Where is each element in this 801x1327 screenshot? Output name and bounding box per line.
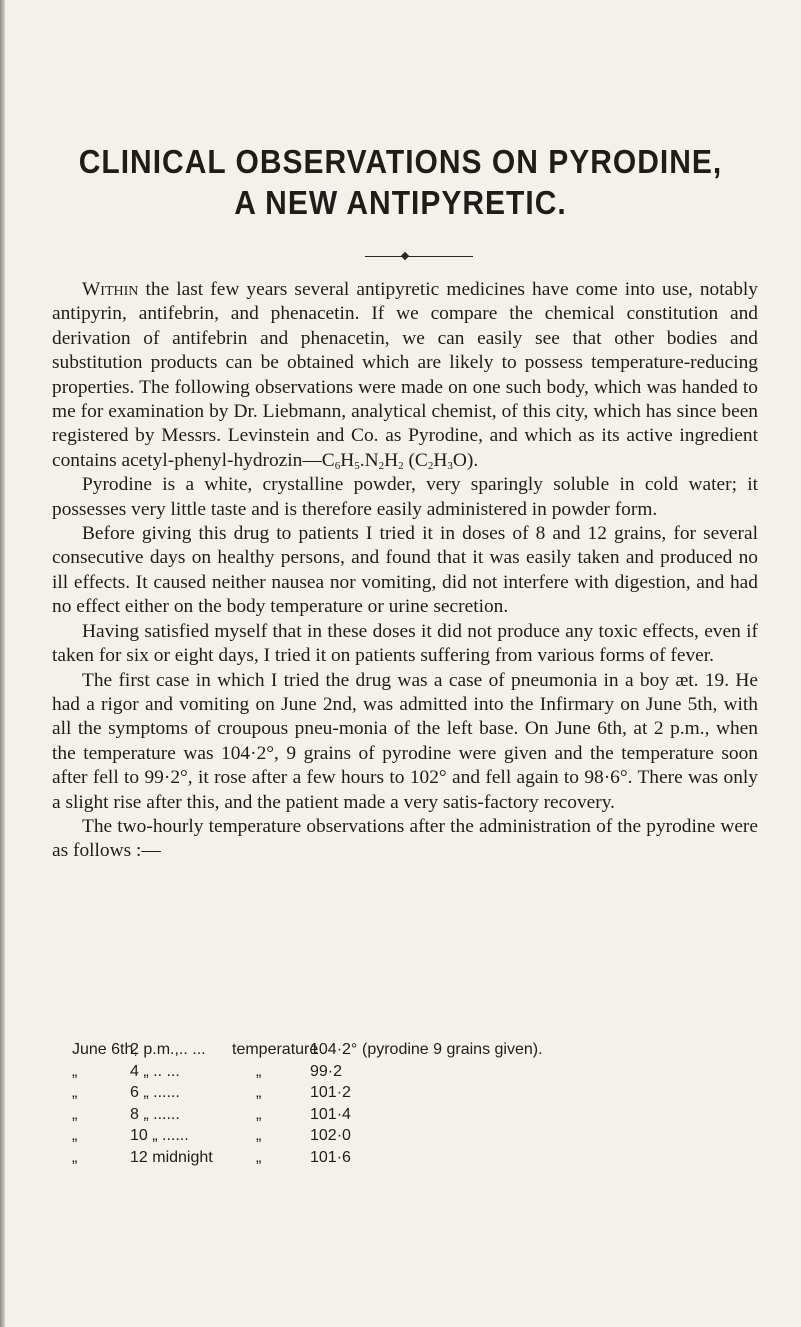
row-label: temperature	[232, 1041, 319, 1058]
table-row	[72, 1063, 772, 1085]
row-note: (pyrodine 9 grains given).	[362, 1041, 543, 1058]
table-row	[72, 1149, 772, 1171]
row-time: 6 „ ......	[130, 1084, 180, 1101]
row-date: June 6th,	[72, 1041, 138, 1058]
row-date: „	[72, 1148, 78, 1166]
row-date: „	[72, 1062, 78, 1080]
table-row	[72, 1127, 772, 1149]
paragraph-intro	[52, 278, 758, 473]
row-temperature: 99·2	[310, 1062, 343, 1080]
row-temperature: 101·2	[310, 1084, 351, 1101]
row-time: 2 p.m.,.. ...	[130, 1041, 206, 1058]
title-divider-rule	[365, 256, 473, 257]
row-temperature: 101·6	[310, 1148, 351, 1166]
paragraph-text: the last few years several antipyretic medicines have come into use, notably antipyrin, antifebrin, and phenacetin. If we compare the chemical constitution and derivation of antifebrin and phenacetin, we can easily see that other bodies and substitution products can be obtained which are likely to possess temperature-reducing properties. The following observations were made on one such body, which was handed to me for examination by Dr. Liebmann, analytical chemist, of this city, which has since been registered by Messrs. Levinstein and Co. as Pyrodine, and which as its active ingredient contains acetyl-phenyl-hydrozin—	[52, 279, 758, 471]
temperature-observations-table	[72, 1041, 772, 1170]
row-time: 12 midnight	[130, 1148, 213, 1166]
table-row	[72, 1106, 772, 1128]
paragraph-toxicity: Having satisfied myself that in these doses it did not produce any toxic effects, even if taken for six or eight days, I tried it on patients suffering from various forms of fever.	[52, 620, 758, 667]
row-time: 8 „ ......	[130, 1105, 180, 1123]
row-label: „	[256, 1127, 262, 1144]
row-label: „	[256, 1062, 262, 1080]
drop-lead-word: Within	[82, 279, 139, 300]
paragraph-observations-intro: The two-hourly temperature observations after the administration of the pyrodine were as follows :—	[52, 815, 758, 862]
article-title-line-2: A NEW ANTIPYRETIC.	[234, 184, 567, 222]
row-time: 10 „ ......	[130, 1127, 189, 1144]
chemical-formula: $C_6H_5.N_2H_2$ $(C_2H_3O)$.	[321, 449, 479, 472]
paragraph-first-case: The first case in which I tried the drug was a case of pneumonia in a boy æt. 19. He had a rigor and vomiting on June 2nd, was admitted into the Infirmary on June 5th, with all the symptoms of croupous pneu-monia of the left base. On June 6th, at 2 p.m., when the temperature was 104·2°, 9 grains of pyrodine were given and the temperature soon after fell to 99·2°, it rose after a few hours to 102° and fell again to 98·6°. There was only a slight rise after this, and the patient made a very satis-factory recovery.	[52, 669, 758, 813]
article-body	[52, 278, 758, 864]
table-row	[72, 1041, 772, 1063]
row-date: „	[72, 1105, 78, 1123]
paragraph-properties: Pyrodine is a white, crystalline powder, very sparingly soluble in cold water; it possesses very little taste and is therefore easily administered in powder form.	[52, 474, 758, 520]
divider-ornament-icon	[401, 252, 409, 260]
row-temperature: 102·0	[310, 1127, 351, 1144]
row-temperature: 101·4	[310, 1105, 351, 1123]
row-label: „	[256, 1084, 262, 1101]
row-label: „	[256, 1105, 262, 1123]
paragraph-healthy-trials: Before giving this drug to patients I tried it in doses of 8 and 12 grains, for several consecutive days on healthy persons, and found that it was easily taken and produced no ill effects. It caused neither nausea nor vomiting, did not interfere with digestion, and had no effect either on the body temperature or urine secretion.	[52, 523, 758, 618]
table-row	[72, 1084, 772, 1106]
row-time: 4 „ .. ...	[130, 1062, 180, 1080]
row-label: „	[256, 1148, 262, 1166]
article-title-line-1: CLINICAL OBSERVATIONS ON PYRODINE,	[78, 143, 723, 181]
row-temperature: 104·2°	[310, 1041, 358, 1058]
row-date: „	[72, 1127, 78, 1144]
row-date: „	[72, 1084, 78, 1101]
